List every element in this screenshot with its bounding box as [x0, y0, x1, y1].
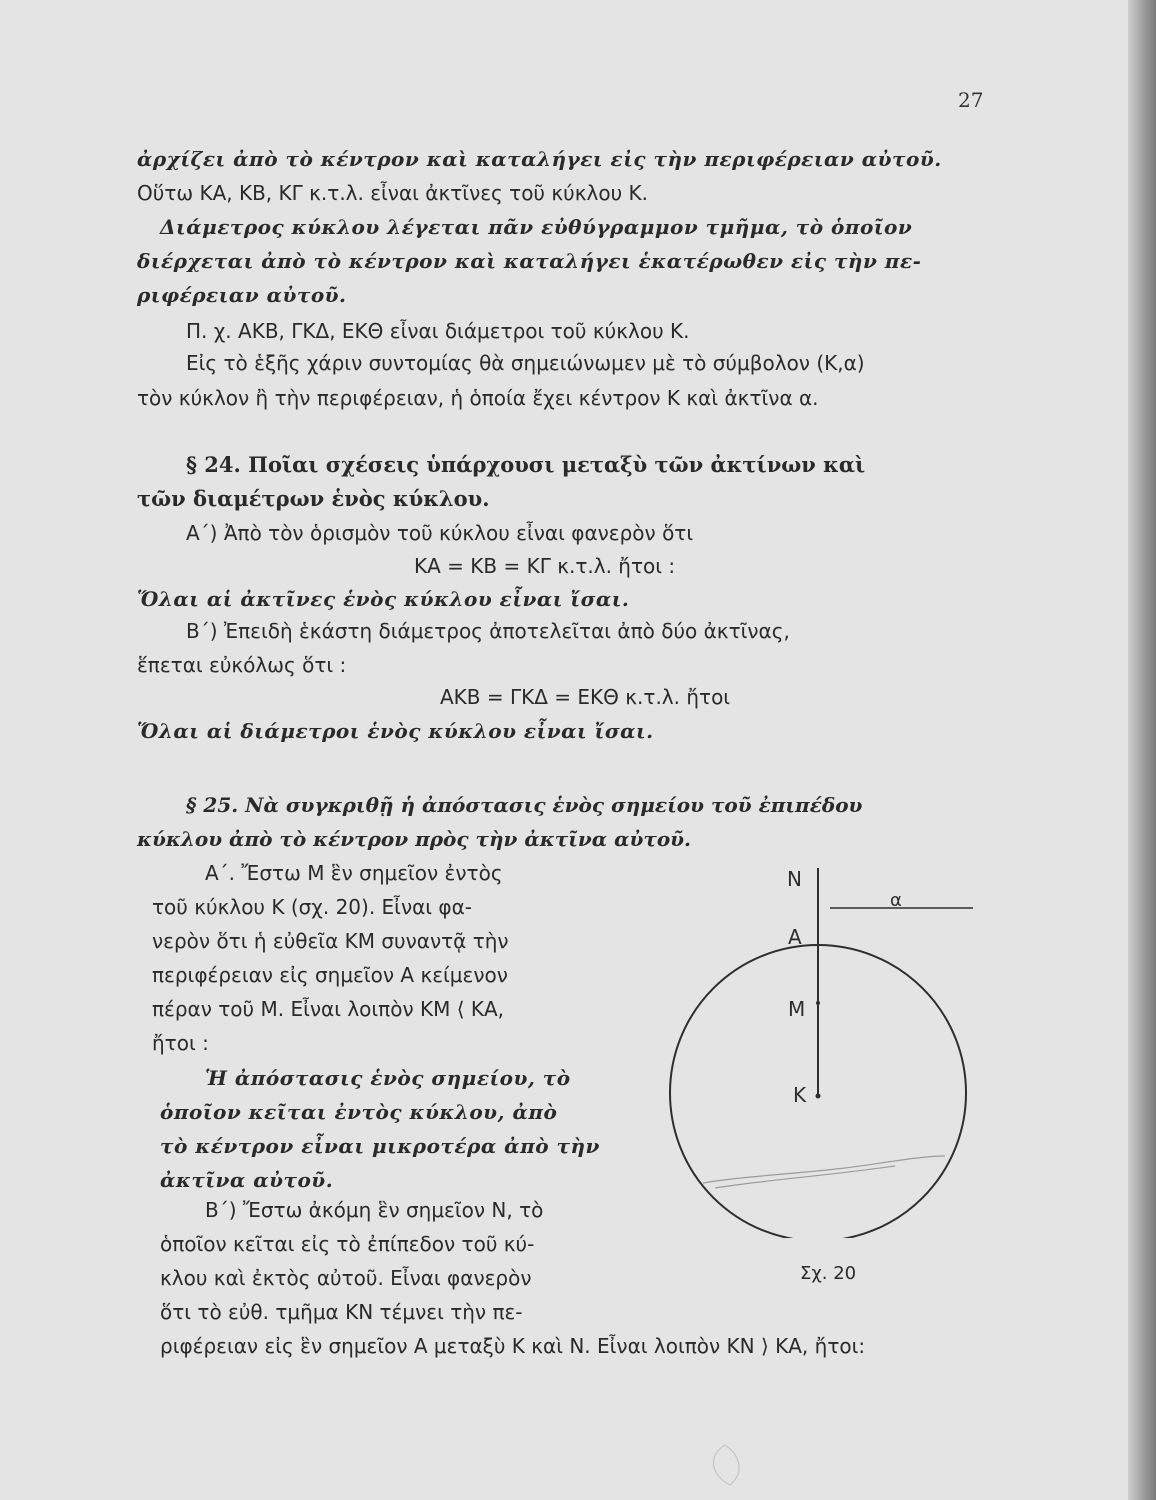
- center-point-K: [816, 1094, 821, 1099]
- text-line: ριφέρειαν αὐτοῦ.: [137, 283, 347, 307]
- equation: ΑΚΒ = ΓΚΔ = ΕΚΘ κ.τ.λ. ἤτοι: [440, 685, 731, 709]
- page-number: 27: [958, 88, 984, 112]
- text-line: Β΄) Ἔστω ἀκόμη ἓν σημεῖον Ν, τὸ: [205, 1198, 544, 1222]
- label-A: Α: [788, 925, 802, 949]
- text-line: κλου καὶ ἐκτὸς αὐτοῦ. Εἶναι φανερὸν: [160, 1266, 532, 1290]
- theorem-text: ὁποῖον κεῖται ἐντὸς κύκλου, ἀπὸ: [160, 1100, 558, 1124]
- theorem-text: Ἡ ἀπόστασις ἑνὸς σημείου, τὸ: [205, 1066, 571, 1090]
- text-line: ὁποῖον κεῖται εἰς τὸ ἐπίπεδον τοῦ κύ-: [160, 1232, 535, 1256]
- text-line: διέρχεται ἀπὸ τὸ κέντρον καὶ καταλήγει ἑκατέρωθεν εἰς τὴν πε-: [137, 249, 922, 273]
- label-K: Κ: [793, 1083, 807, 1107]
- text-line: πέραν τοῦ Μ. Εἶναι λοιπὸν ΚΜ ⟨ ΚΑ,: [152, 997, 505, 1021]
- figure-circle-diagram: [655, 858, 990, 1238]
- section-heading: § 25. Νὰ συγκριθῇ ἡ ἀπόστασις ἑνὸς σημείου τοῦ ἐπιπέδου: [186, 793, 863, 817]
- text-line: ριφέρειαν εἰς ἓν σημεῖον Α μεταξὺ Κ καὶ Ν. Εἶναι λοιπὸν ΚΝ ⟩ ΚΑ, ἤτοι:: [160, 1334, 866, 1358]
- text-line: ἀρχίζει ἀπὸ τὸ κέντρον καὶ καταλήγει εἰς τὴν περιφέρειαν αὐτοῦ.: [137, 147, 942, 171]
- text-line: ὅτι τὸ εὐθ. τμῆμα ΚΝ τέμνει τὴν πε-: [160, 1300, 523, 1324]
- text-line: περιφέρειαν εἰς σημεῖον Α κείμενον: [152, 963, 508, 987]
- text-line: νερὸν ὅτι ἡ εὐθεῖα ΚΜ συναντᾷ τὴν: [152, 929, 509, 953]
- section-heading: § 24. Ποῖαι σχέσεις ὑπάρχουσι μεταξὺ τῶν ἀκτίνων καὶ: [186, 452, 866, 477]
- text-line: τὸν κύκλον ἢ τὴν περιφέρειαν, ἡ ὁποία ἔχει κέντρον Κ καὶ ἀκτῖνα α.: [137, 386, 819, 410]
- text-line: Α΄) Ἀπὸ τὸν ὁρισμὸν τοῦ κύκλου εἶναι φανερὸν ὅτι: [186, 521, 694, 545]
- page-edge: [1128, 0, 1156, 1500]
- section-heading: κύκλου ἀπὸ τὸ κέντρον πρὸς τὴν ἀκτῖνα αὐτοῦ.: [137, 827, 692, 851]
- label-N: Ν: [787, 867, 802, 891]
- equation: ΚΑ = ΚΒ = ΚΓ κ.τ.λ. ἤτοι :: [414, 554, 676, 578]
- point-M: [816, 1001, 820, 1005]
- text-line: Π. χ. ΑΚΒ, ΓΚΔ, ΕΚΘ εἶναι διάμετροι τοῦ κύκλου Κ.: [186, 319, 690, 343]
- text-line: Εἰς τὸ ἑξῆς χάριν συντομίας θὰ σημειώνωμεν μὲ τὸ σύμβολον (Κ,α): [186, 351, 865, 375]
- text-line: ἕπεται εὐκόλως ὅτι :: [137, 653, 347, 677]
- text-line: τοῦ κύκλου Κ (σχ. 20). Εἶναι φα-: [152, 895, 473, 919]
- label-alpha: α: [890, 890, 902, 911]
- section-heading: τῶν διαμέτρων ἑνὸς κύκλου.: [137, 486, 490, 511]
- text-line: Οὕτω ΚΑ, ΚΒ, ΚΓ κ.τ.λ. εἶναι ἀκτῖνες τοῦ κύκλου Κ.: [137, 181, 648, 205]
- pencil-mark: [703, 1156, 945, 1188]
- theorem-text: ἀκτῖνα αὐτοῦ.: [160, 1168, 334, 1192]
- text-line: Β΄) Ἐπειδὴ ἑκάστη διάμετρος ἀποτελεῖται ἀπὸ δύο ἀκτῖνας,: [186, 619, 790, 643]
- text-line: Α΄. Ἔστω Μ ἓν σημεῖον ἐντὸς: [205, 861, 503, 885]
- text-line: Διάμετρος κύκλου λέγεται πᾶν εὐθύγραμμον τμῆμα, τὸ ὁποῖον: [160, 215, 913, 239]
- theorem-text: Ὅλαι αἱ διάμετροι ἑνὸς κύκλου εἶναι ἴσαι.: [137, 719, 654, 743]
- text-line: ἤτοι :: [152, 1031, 209, 1055]
- theorem-text: Ὅλαι αἱ ἀκτῖνες ἑνὸς κύκλου εἶναι ἴσαι.: [137, 587, 630, 611]
- theorem-text: τὸ κέντρον εἶναι μικροτέρα ἀπὸ τὴν: [160, 1134, 600, 1158]
- faint-leaf-doodle: [700, 1440, 760, 1490]
- figure-caption: Σχ. 20: [800, 1263, 857, 1284]
- label-M: Μ: [788, 997, 806, 1021]
